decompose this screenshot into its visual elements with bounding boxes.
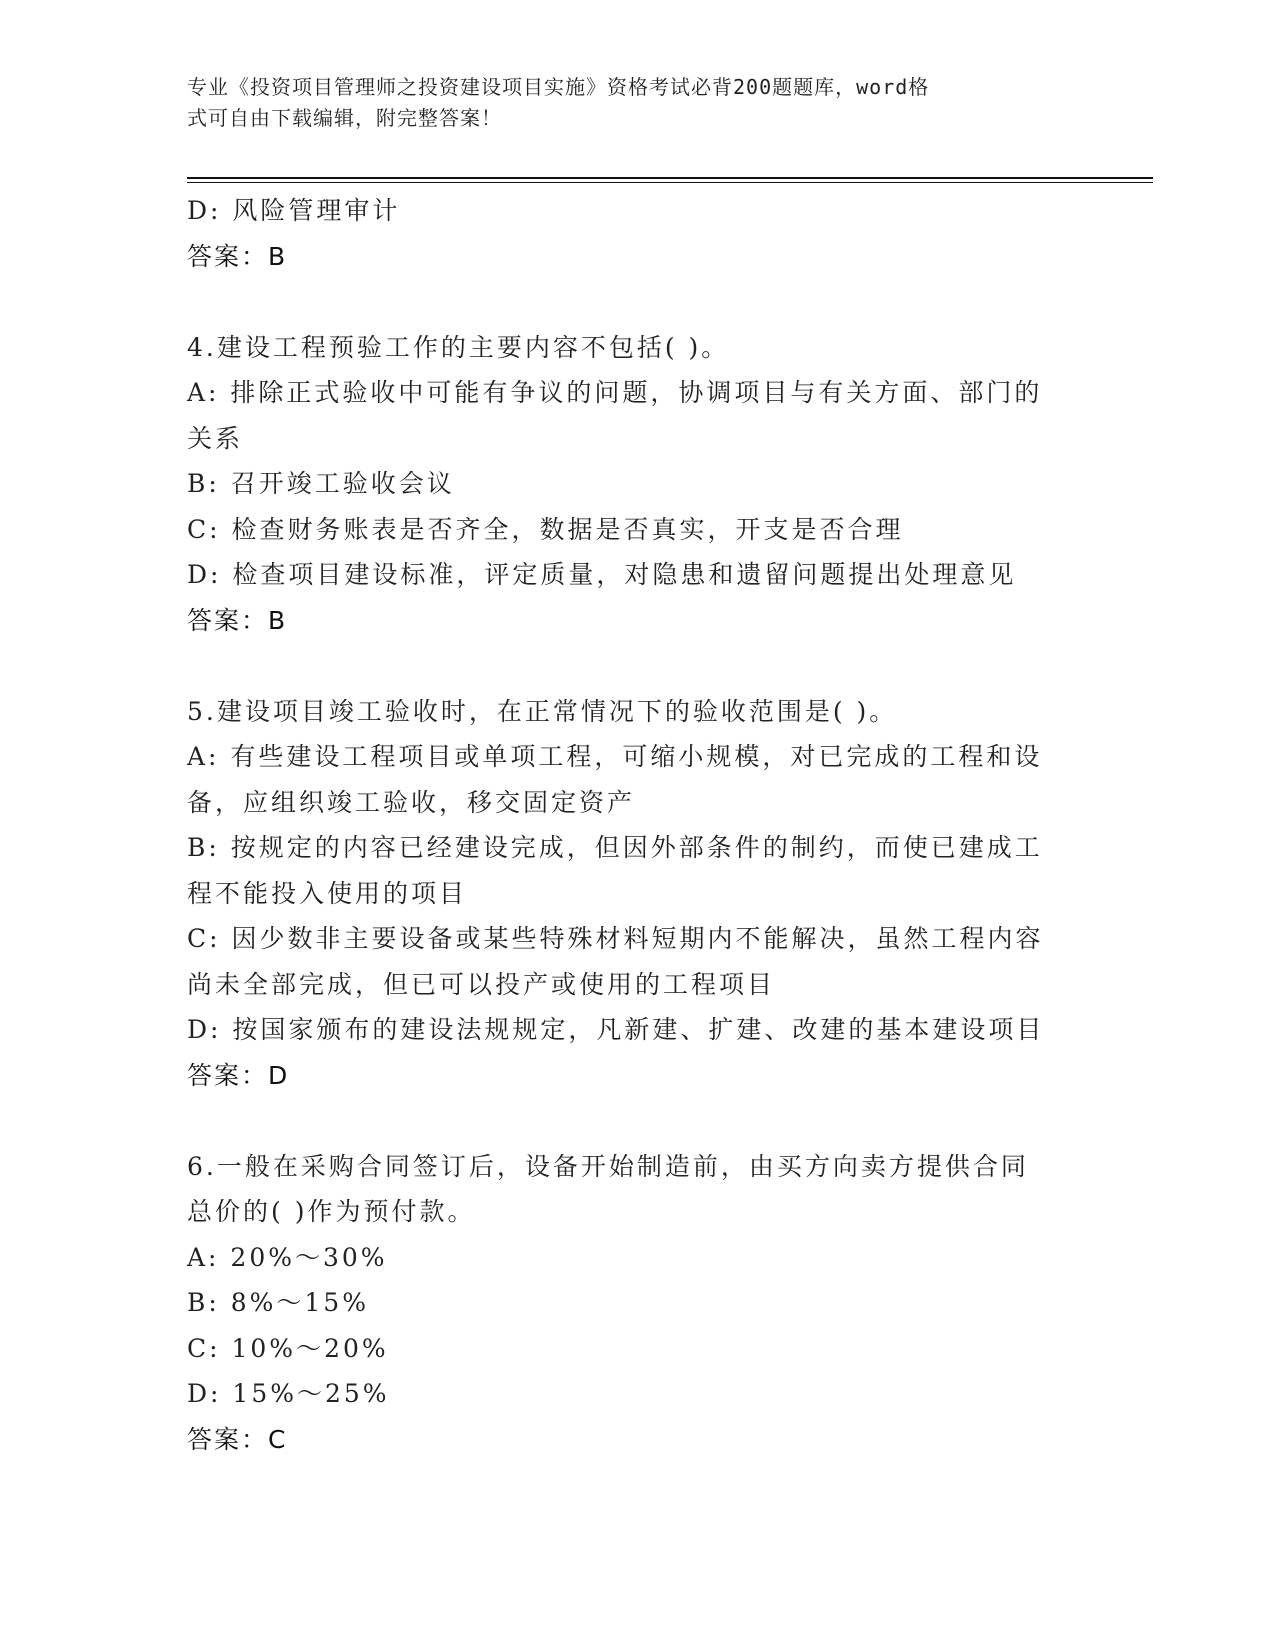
answer-line: 答案：D bbox=[187, 1060, 290, 1090]
option-d: D: 按国家颁布的建设法规规定，凡新建、扩建、改建的基本建设项目 bbox=[187, 1015, 1045, 1044]
header-line-2: 式可自由下载编辑，附完整答案！ bbox=[187, 106, 502, 130]
option-d: D: 检查项目建设标准，评定质量，对隐患和遗留问题提出处理意见 bbox=[187, 560, 1017, 589]
question-3-tail bbox=[187, 188, 1087, 279]
header-divider-thick bbox=[187, 177, 1153, 179]
spacer bbox=[187, 643, 1087, 689]
option-b: B: 8%～15% bbox=[187, 1288, 369, 1317]
option-b-continued: 程不能投入使用的项目 bbox=[187, 878, 468, 908]
option-d: D: 风险管理审计 bbox=[187, 196, 401, 225]
header-line-1: 专业《投资项目管理师之投资建设项目实施》资格考试必背200题题库，word格 bbox=[187, 75, 930, 99]
option-c-continued: 尚未全部完成，但已可以投产或使用的工程项目 bbox=[187, 969, 776, 999]
option-b: B: 按规定的内容已经建设完成，但因外部条件的制约，而使已建成工 bbox=[187, 833, 1043, 862]
question-5 bbox=[187, 689, 1087, 1099]
option-c: C: 检查财务账表是否齐全，数据是否真实，开支是否合理 bbox=[187, 514, 904, 544]
answer-line: 答案：B bbox=[187, 241, 288, 271]
option-a-continued: 关系 bbox=[187, 423, 244, 453]
option-a: A: 有些建设工程项目或单项工程，可缩小规模，对已完成的工程和设 bbox=[187, 742, 1043, 771]
question-stem-continued: 总价的( )作为预付款。 bbox=[187, 1197, 476, 1226]
answer-line: 答案：C bbox=[187, 1424, 288, 1454]
option-c: C: 因少数非主要设备或某些特殊材料短期内不能解决，虽然工程内容 bbox=[187, 924, 1044, 953]
option-d: D: 15%～25% bbox=[187, 1379, 390, 1408]
question-stem: 6.一般在采购合同签订后，设备开始制造前，由买方向卖方提供合同 bbox=[187, 1151, 1029, 1181]
option-a: A: 20%～30% bbox=[187, 1242, 388, 1272]
option-a: A: 排除正式验收中可能有争议的问题，协调项目与有关方面、部门的 bbox=[187, 378, 1043, 407]
question-stem: 5.建设项目竣工验收时，在正常情况下的验收范围是( )。 bbox=[187, 696, 898, 726]
page-header bbox=[187, 72, 1067, 134]
spacer bbox=[187, 279, 1087, 325]
spacer bbox=[187, 1098, 1087, 1144]
answer-line: 答案：B bbox=[187, 605, 288, 635]
option-c: C: 10%～20% bbox=[187, 1333, 389, 1363]
header-divider-thin bbox=[187, 182, 1153, 183]
question-stem: 4.建设工程预验工作的主要内容不包括( )。 bbox=[187, 332, 730, 362]
question-6 bbox=[187, 1144, 1087, 1463]
question-4 bbox=[187, 325, 1087, 644]
option-b: B: 召开竣工验收会议 bbox=[187, 469, 455, 498]
question-list bbox=[187, 188, 1087, 1462]
option-a-continued: 备，应组织竣工验收，移交固定资产 bbox=[187, 787, 636, 817]
